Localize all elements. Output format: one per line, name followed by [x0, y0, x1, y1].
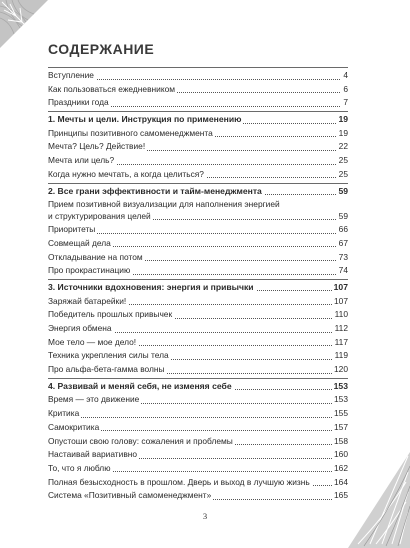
toc-entry[interactable] [48, 322, 348, 336]
toc-entry-title: Праздники года [48, 97, 109, 108]
toc-chapter-3[interactable] [48, 281, 348, 295]
toc-entry[interactable] [48, 223, 348, 237]
toc-chapter-title: 2. Все грани эффективности и тайм-менеджмента [48, 185, 262, 196]
toc-entry-page: 59 [338, 211, 348, 222]
toc-chapter-page: 107 [332, 281, 348, 295]
toc-entry-title: Техника укрепления силы тела [48, 350, 169, 361]
toc-entry[interactable] [48, 198, 348, 223]
divider [48, 67, 348, 68]
toc-entry-title: Победитель прошлых привычек [48, 309, 173, 320]
divider [48, 279, 348, 280]
toc-entry-page: 107 [332, 295, 348, 309]
corner-ornament-icon [348, 452, 410, 548]
toc-entry-page: 158 [332, 435, 348, 449]
toc-entry-title: Мечта? Цель? Действие! [48, 141, 146, 152]
toc-chapter-page: 153 [332, 380, 348, 394]
toc-entry[interactable] [48, 264, 348, 278]
toc-chapter-page: 59 [336, 185, 348, 199]
toc-entry-page: 74 [337, 264, 348, 278]
divider [48, 183, 348, 184]
corner-ornament-icon [0, 0, 48, 48]
toc-entry-page: 160 [332, 448, 348, 462]
toc-entry-page: 120 [332, 363, 348, 377]
toc-chapter-title: 3. Источники вдохновения: энергия и привычки [48, 281, 254, 292]
toc-entry-title: Самокритика [48, 421, 100, 432]
toc-entry[interactable] [48, 421, 348, 435]
toc-entry[interactable] [48, 363, 348, 377]
toc-entry-page: 157 [332, 421, 348, 435]
toc-entry[interactable] [48, 336, 348, 350]
toc-entry[interactable] [48, 489, 348, 503]
toc-entry-title: Система «Позитивный самоменеджмент» [48, 490, 212, 501]
toc-entry-page: 110 [333, 308, 348, 322]
toc-entry-title: Время — это движение [48, 394, 140, 405]
toc-entry-page: 119 [333, 349, 348, 363]
toc-entry-title: Мечта или цель? [48, 155, 115, 166]
toc-entry-title: Полная безысходность в прошлом. Дверь и выход в лучшую жизнь [48, 476, 310, 487]
toc-entry-page: 6 [341, 83, 348, 97]
toc-entry-title: Приоритеты [48, 224, 96, 235]
toc-entry-page: 25 [337, 168, 348, 182]
toc-entry[interactable] [48, 393, 348, 407]
toc-entry[interactable] [48, 154, 348, 168]
toc-entry-page: 112 [333, 322, 348, 336]
toc-entry[interactable] [48, 140, 348, 154]
toc-entry-page: 19 [337, 127, 348, 141]
toc-entry[interactable] [48, 96, 348, 110]
toc-entry-page: 153 [332, 393, 348, 407]
toc-entry[interactable] [48, 251, 348, 265]
toc-entry[interactable] [48, 435, 348, 449]
toc-entry-page: 67 [337, 237, 348, 251]
toc-entry-title: Откладывание на потом [48, 251, 143, 262]
toc-entry-title-line-2: и структурирования целей [48, 211, 151, 222]
toc-entry-title: Про альфа-бета-гамма волны [48, 364, 165, 375]
toc-entry[interactable] [48, 349, 348, 363]
toc-entry-title-line-1: Прием позитивной визуализации для наполнения энергией [48, 199, 280, 210]
toc-entry[interactable] [48, 295, 348, 309]
toc-entry-title: Настаивай вариативно [48, 449, 138, 460]
toc-entry[interactable] [48, 168, 348, 182]
divider [48, 111, 348, 112]
toc-entry[interactable] [48, 237, 348, 251]
toc-entry-page: 22 [337, 140, 348, 154]
toc-entry[interactable] [48, 462, 348, 476]
toc-entry-title: Как пользоваться ежедневником [48, 83, 176, 94]
toc-entry-title: То, что я люблю [48, 462, 111, 473]
toc-entry[interactable] [48, 69, 348, 83]
toc-entry[interactable] [48, 448, 348, 462]
toc-entry-page: 73 [337, 251, 348, 265]
toc-chapter-title: 1. Мечты и цели. Инструкция по применению [48, 114, 242, 125]
toc-entry-title: Когда нужно мечтать, а когда целиться? [48, 168, 204, 179]
table-of-contents [48, 66, 348, 503]
divider [48, 378, 348, 379]
toc-entry-title: Принципы позитивного самоменеджмента [48, 127, 213, 138]
toc-chapter-page: 19 [336, 113, 348, 127]
toc-entry-page: 66 [337, 223, 348, 237]
toc-entry-page: 7 [341, 96, 348, 110]
toc-chapter-2[interactable] [48, 185, 348, 199]
toc-entry[interactable] [48, 476, 348, 490]
toc-entry-title: Мое тело — мое дело! [48, 336, 137, 347]
toc-entry-page: 155 [332, 407, 348, 421]
toc-chapter-title: 4. Развивай и меняй себя, не изменяя себе [48, 380, 232, 391]
toc-entry-title: Совмещай дела [48, 237, 111, 248]
toc-chapter-4[interactable] [48, 380, 348, 394]
toc-entry-title: Вступление [48, 70, 94, 80]
toc-entry-title: Про прокрастинацию [48, 265, 131, 276]
toc-entry-title: Заряжай батарейки! [48, 295, 127, 306]
toc-entry-page: 164 [332, 476, 348, 490]
toc-entry-page: 165 [332, 489, 348, 503]
page-number: 3 [202, 511, 208, 521]
toc-entry-page: 117 [333, 336, 348, 350]
toc-entry-title: Опустоши свою голову: сожаления и проблемы [48, 435, 233, 446]
toc-chapter-1[interactable] [48, 113, 348, 127]
page-title: СОДЕРЖАНИЕ [48, 41, 155, 57]
toc-entry[interactable] [48, 83, 348, 97]
toc-entry[interactable] [48, 407, 348, 421]
toc-entry-page: 25 [337, 154, 348, 168]
toc-entry[interactable] [48, 308, 348, 322]
toc-entry-page: 4 [341, 69, 348, 83]
toc-entry-page: 162 [332, 462, 348, 476]
toc-entry-title: Энергия обмена [48, 323, 112, 333]
toc-entry[interactable] [48, 127, 348, 141]
toc-entry-title: Критика [48, 408, 80, 419]
